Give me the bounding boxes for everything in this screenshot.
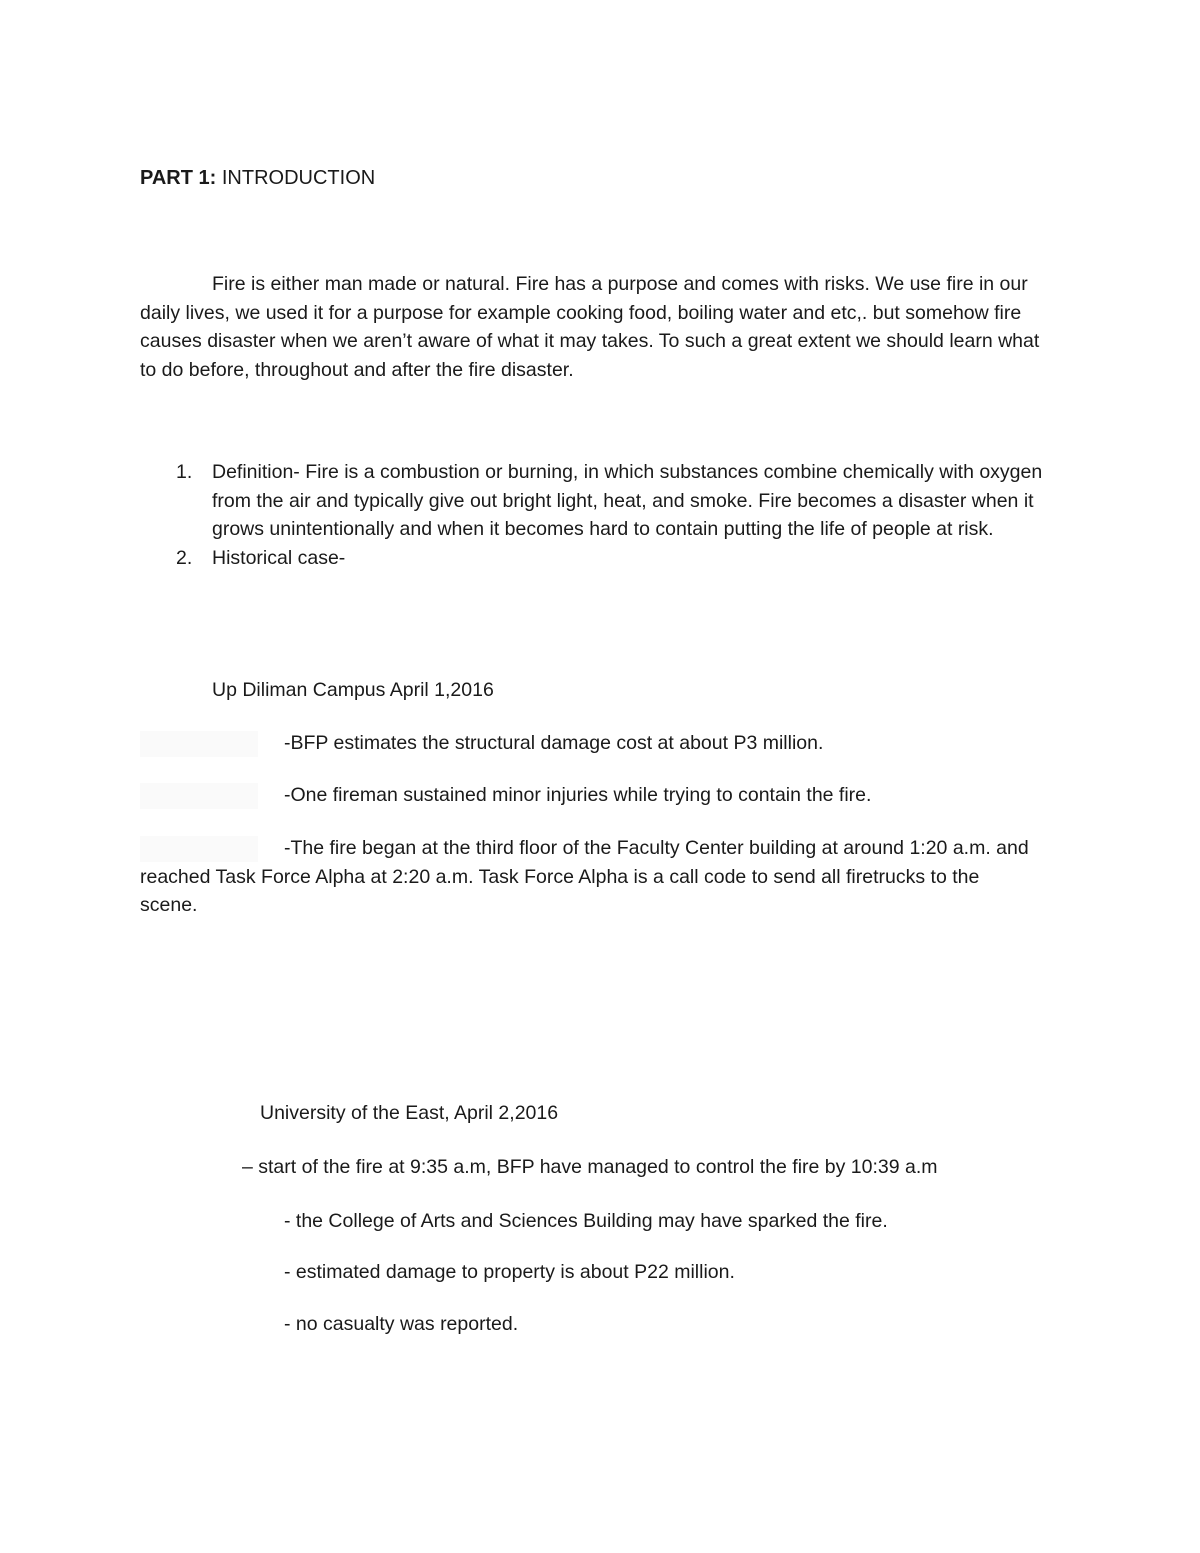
case2-heading: University of the East, April 2,2016 [260, 1102, 559, 1124]
case2-bullet-start: – start of the fire at 9:35 a.m, BFP have managed to control the fire by 10:39 a.m [242, 1156, 938, 1178]
highlight-strip [140, 783, 258, 809]
list-item-definition [140, 458, 1060, 544]
part-heading [140, 166, 375, 190]
list-item-text: Historical case- [212, 546, 346, 569]
list-number: 2. [176, 546, 193, 569]
list-item-text: Definition- Fire is a combustion or burning, in which substances combine chemically with oxygen from the air and typically give out bright light, heat, and smoke. Fire becomes a disaster when it grows unintentionally and when it becomes hard to contain putting the life of people at risk. [212, 461, 1043, 540]
intro-paragraph [140, 270, 1060, 384]
list-item-historical-case [140, 544, 1060, 573]
case2-bullet-origin: - the College of Arts and Sciences Building may have sparked the fire. [284, 1210, 888, 1232]
case1-heading: Up Diliman Campus April 1,2016 [212, 679, 494, 701]
case2-bullet-casualty: - no casualty was reported. [284, 1313, 519, 1335]
list-number: 1. [176, 461, 193, 483]
intro-paragraph-text: Fire is either man made or natural. Fire has a purpose and comes with risks. We use fire in our daily lives, we used it for a purpose for example cooking food, boiling water and etc,. but somehow fire causes disaster when we aren’t aware of what it may takes. To such a great extent we should learn what to do before, throughout and after the fire disaster. [140, 273, 1040, 381]
numbered-list [140, 458, 1060, 572]
case1-bullet-timeline-text: -The fire began at the third floor of the Faculty Center building at around 1:20 a.m. and reached Task Force Alpha at 2:20 a.m. Task Force Alpha is a call code to send all firetrucks to the scene. [140, 837, 1029, 916]
case2-bullet-damage: - estimated damage to property is about P22 million. [284, 1261, 735, 1283]
highlight-strip [140, 731, 258, 757]
case1-bullet-timeline [140, 834, 1040, 920]
part-label: PART 1: [140, 167, 217, 189]
case1-bullet-damage: -BFP estimates the structural damage cost at about P3 million. [284, 732, 824, 754]
part-title: INTRODUCTION [221, 167, 376, 189]
case1-bullet-injury: -One fireman sustained minor injuries while trying to contain the fire. [284, 784, 872, 806]
